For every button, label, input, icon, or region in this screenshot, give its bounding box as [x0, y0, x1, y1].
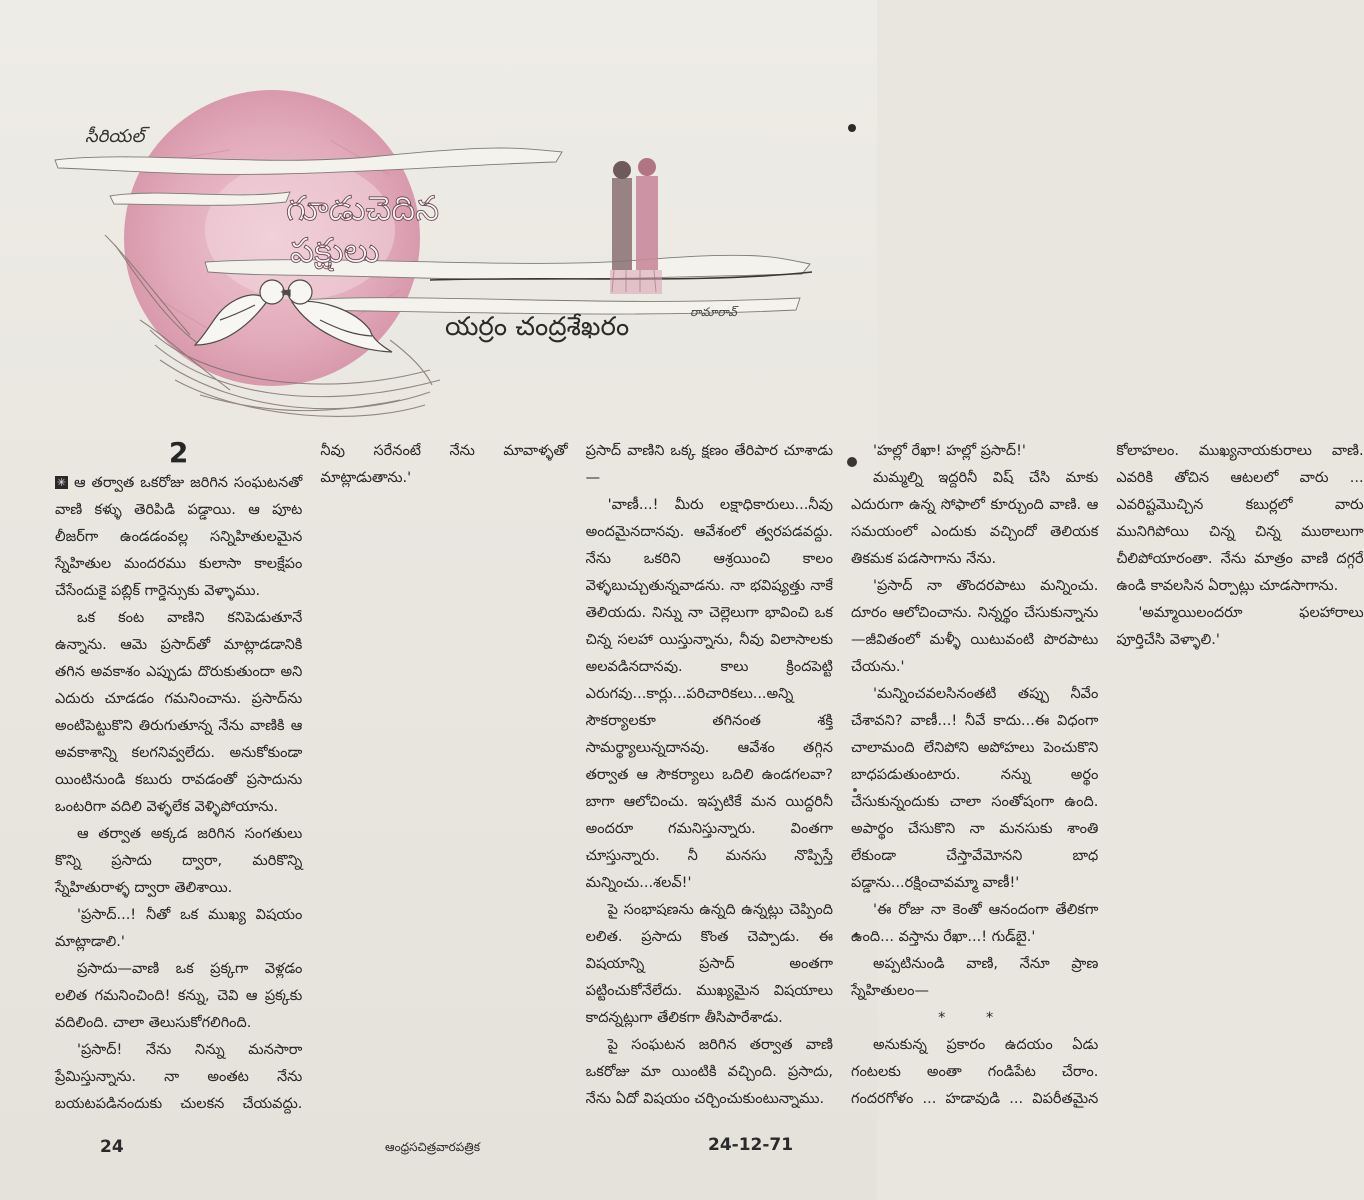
article-body [55, 436, 1364, 1130]
paragraph-text: ఆ తర్వాత ఒకరోజు జరిగిన సంఘటనతో వాణి కళ్ళు తెరిపిడి పడ్డాయి. ఆ పూట లీజర్‌గా ఉండడంవల్ల సన్నిహితులమైన స్నేహితుల మందరము కులాసా కాలక్షేపం చేసేందుకై పబ్లిక్ గార్డెన్సుకు వెళ్ళాము. [55, 475, 303, 599]
chapter-number: 2 [168, 436, 189, 469]
dialogue-paragraph: 'అమ్మాయిలందరూ ఫలహారాలు పూర్తిచేసి వెళ్ళాలి.' [1116, 605, 1364, 648]
publication-name: ఆంధ్రసచిత్రవారపత్రిక [385, 1140, 480, 1154]
issue-date: 24-12-71 [708, 1135, 794, 1155]
section-label: సీరియల్ [85, 126, 145, 147]
paragraph: ప్రసాద్ వాణిని ఒక్క క్షణం తేరిపార చూశాడు— [585, 443, 833, 486]
dialogue-paragraph: 'ప్రసాద్! నేను నిన్ను మనసారా ప్రేమిస్తున్నాను. నా అంతట నేను బయటపడినందుకు చులకన చేయవద్దు. నీవు సరేనంటే నేను మావాళ్ళతో మాట్లాడుతాను.' [55, 443, 568, 1112]
paragraph: పై సంభాషణను ఉన్నది ఉన్నట్లు చెప్పింది లలిత. ప్రసాదు కొంత చెప్పాడు. ఈ విషయాన్ని ప్రసాద్ అంతగా పట్టించుకోనేలేదు. ముఖ్యమైన విషయాలు కాదన్నట్లుగా తేలికగా తీసిపారేశాడు. [585, 902, 833, 1026]
paragraph: ఒక కంట వాణిని కనిపెడుతూనే ఉన్నాను. ఆమె ప్రసాద్‌తో మాట్లాడడానికి తగిన అవకాశం ఎప్పుడు దొరుకుతుందా అని ఎదురు చూడడం గమనించాను. ప్రసాద్‌ను అంటిపెట్టుకొని తిరుగుతూన్న నేను వాణికి ఆ అవకాశాన్ని కలగనివ్వలేదు. అనుకోకుండా యింటినుండి కబురు రావడంతో ప్రసాదును ఒంటరిగా వదిలి వెళ్ళలేక వెళ్ళిపోయాను. [55, 610, 303, 815]
title-line-1: గూడుచెదిన [286, 189, 440, 229]
illustrator-signature: రామారావ్ [690, 305, 737, 319]
couple-figures [610, 158, 662, 294]
serial-header-illustration [0, 0, 877, 430]
page-number: 24 [100, 1137, 124, 1157]
author-name: యర్రం చంద్రశేఖరం [445, 312, 630, 342]
dialogue-paragraph: 'ఈ రోజు నా కెంతో ఆనందంగా తేలికగా ఉంది... వస్తాను రేఖా...! గుడ్‌బై.' [850, 902, 1099, 945]
dialogue-paragraph: 'వాణీ...! మీరు లక్షాధికారులు...నీవు అందమైనదానవు. ఆవేశంలో త్వరపడవద్దు. నేను ఒకరిని ఆశ్రయించి కాలం వెళ్ళబుచ్చుతున్నవాడను. నా భవిష్యత్తు నాకే తెలియదు. నిన్ను నా చెల్లెలుగా భావించి ఒక చిన్న సలహా యిస్తున్నాను, నీవు విలాసాలకు అలవడినదానవు. కాలు క్రిందపెట్టి ఎరుగవు...కార్లు...పరిచారికలు...అన్ని సౌకర్యాలకూ తగినంత శక్తి సామర్థ్యాలున్నదానవు. ఆవేశం తగ్గిన తర్వాత ఆ సౌకర్యాలు ఒదిలి ఉండగలవా? బాగా ఆలోచించు. ఇప్పటికే మన యిద్దరినీ అందరూ గమనిస్తున్నారు. వింతగా చూస్తున్నారు. నీ మనసు నొప్పిస్తే మన్నించు...శలవ్!' [585, 497, 833, 891]
paragraph: ప్రసాదు—వాణి ఒక ప్రక్కగా వెళ్లడం లలిత గమనించింది! కన్ను, చెవి ఆ ప్రక్కకు వదిలింది. చాలా తెలుసుకోగలిగింది. [55, 961, 303, 1031]
dialogue-paragraph: 'మన్నించవలసినంతటి తప్పు నీవేం చేశావని? వాణీ...! నీవే కాదు...ఈ విధంగా చాలామంది లేనిపోని అపోహలు పెంచుకొని బాధపడుతుంటారు. నన్ను అర్థం చేసుకున్నందుకు చాలా సంతోషంగా ఉంది. అపార్థం చేసుకొని నా మనసుకు శాంతి లేకుండా చేస్తావేమోనని బాధ పడ్డాను...రక్షించావమ్మా వాణీ!' [850, 686, 1099, 891]
cloud-streak [110, 192, 290, 205]
title-line-2: పక్షులు [290, 231, 380, 271]
dialogue-paragraph: 'ప్రసాద్...! నీతో ఒక ముఖ్య విషయం మాట్లాడాలి.' [55, 907, 303, 950]
dialogue-paragraph: 'హల్లో రేఖా! హల్లో ప్రసాద్!' [872, 443, 1026, 459]
paragraph [55, 470, 302, 605]
paragraph: అప్పటినుండి వాణి, నేనూ ప్రాణ స్నేహితులం— [850, 956, 1099, 999]
dialogue-paragraph: 'ప్రసాద్ నా తొందరపాటు మన్నించు. దూరం ఆలోచించాను. నిన్నర్థం చేసుకున్నాను—జీవితంలో మళ్ళీ యిటువంటి పొరపాటు చేయను.' [850, 578, 1099, 675]
star-bullet-icon: ✳ [56, 476, 67, 489]
paragraph: ఆ తర్వాత అక్కడ జరిగిన సంగతులు కొన్ని ప్రసాదు ద్వారా, మరికొన్ని స్నేహితురాళ్ళ ద్వారా తెలిశాయి. [55, 826, 303, 896]
paragraph: పై సంఘటన జరిగిన తర్వాత వాణి ఒకరోజు మా యింటికి వచ్చింది. ప్రసాదు, నేను ఏదో విషయం చర్చించుకుంటున్నాము. [585, 1037, 833, 1107]
ink-spots [848, 124, 856, 132]
section-break: * * [938, 1010, 1012, 1026]
paragraph: అనుకున్న ప్రకారం ఉదయం ఏడు గంటలకు అంతా గండిపేట చేరాం. గందరగోళం ... హడావుడి ... విపరీతమైన కోలాహలం. ముఖ్యనాయకురాలు వాణి. ఎవరికి తోచిన ఆటలలో వారు ... ఎవరిష్టమొచ్చిన కబుర్లలో వారు మునిగిపోయి చిన్న చిన్న ముఠాలుగా చీలిపోయారంతా. నేను మాత్రం వాణి దగ్గరే ఉండి కావలసిన ఏర్పాట్లు చూడసాగాను. [850, 443, 1364, 1107]
paragraph: మమ్మల్ని ఇద్దరినీ విష్ చేసి మాకు ఎదురుగా ఉన్న సోఫాలో కూర్చుంది వాణి. ఆ సమయంలో ఎందుకు వచ్చిందో తెలియక తికమక పడసాగాను నేను. [850, 470, 1099, 567]
